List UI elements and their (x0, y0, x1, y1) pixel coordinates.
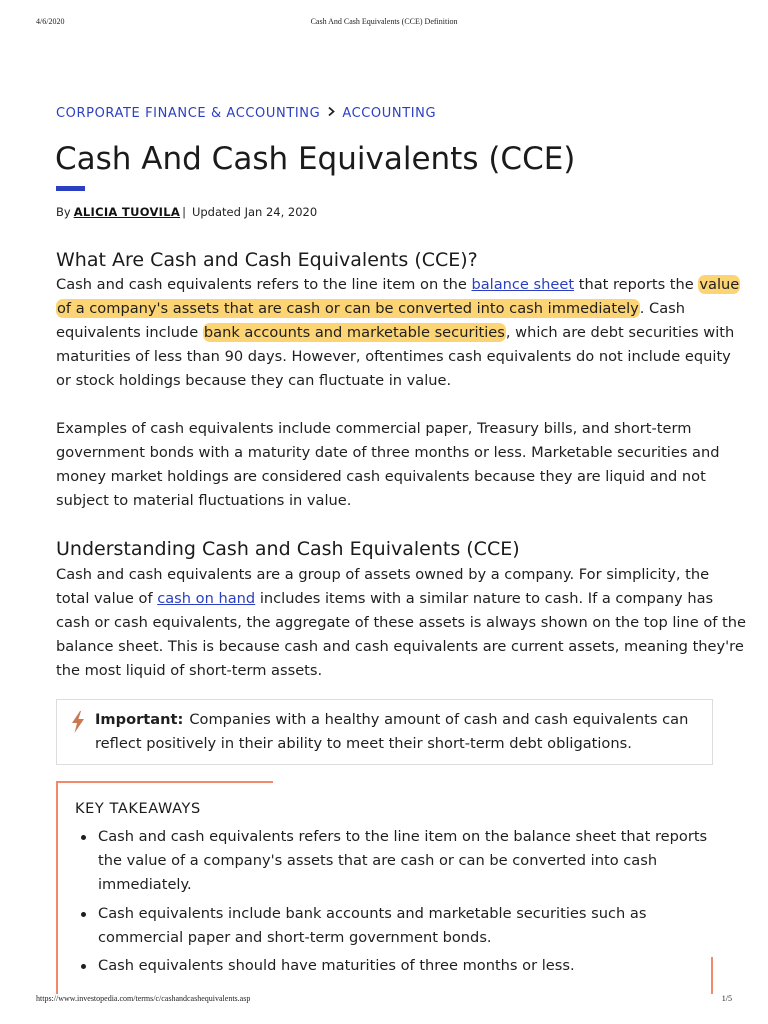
bullet-icon (81, 912, 86, 917)
breadcrumb (56, 106, 436, 121)
print-date: 4/6/2020 (36, 17, 65, 26)
updated-date: Updated Jan 24, 2020 (191, 205, 318, 219)
author-link[interactable]: ALICIA TUOVILA (73, 205, 181, 219)
title-accent-rule (56, 186, 85, 191)
byline-separator: | (182, 205, 186, 219)
key-takeaways-title: KEY TAKEAWAYS (75, 801, 201, 817)
balance-sheet-link[interactable]: balance sheet (471, 276, 575, 293)
breadcrumb-link-accounting[interactable]: ACCOUNTING (342, 106, 437, 121)
print-footer (0, 994, 768, 1006)
takeaways-border-top (56, 781, 273, 783)
highlight-value-definition-cont: of a company's assets that are cash or can be converted into cash immediately (57, 300, 639, 317)
breadcrumb-link-corporate-finance[interactable]: CORPORATE FINANCE & ACCOUNTING (56, 106, 321, 121)
takeaways-border-left (56, 781, 58, 994)
important-callout: Important: Companies with a healthy amount of cash and cash equivalents can reflect positively in their ability to meet their short-term debt obligations. (56, 699, 713, 765)
print-page-title: Cash And Cash Equivalents (CCE) Definition (310, 17, 458, 26)
chevron-right-icon (323, 106, 339, 121)
section-heading-what-are-cce: What Are Cash and Cash Equivalents (CCE)? (56, 249, 478, 271)
section-heading-understanding-cce: Understanding Cash and Cash Equivalents (CCE) (56, 538, 520, 560)
section1-paragraph-2: Examples of cash equivalents include commercial paper, Treasury bills, and short-term government bonds with a maturity date of three months or less. Marketable securities and money market holdings are considered cash equivalents because they are liquid and not subject to material fluctuations in value. (56, 420, 720, 509)
print-page-number: 1/5 (721, 994, 732, 1003)
cash-on-hand-link[interactable]: cash on hand (157, 590, 256, 607)
bullet-icon (81, 835, 86, 840)
print-header (0, 17, 768, 29)
section2-paragraph-1: Cash and cash equivalents are a group of assets owned by a company. For simplicity, the total value of cash on hand includes items with a similar nature to cash. If a company has cash or cash equivalents, the aggregate of these assets is always shown on the top line of the balance sheet. This is because cash and cash equivalents are current assets, meaning they're the most liquid of short-term assets. (56, 566, 746, 679)
section1-paragraph-1: Cash and cash equivalents refers to the line item on the balance sheet that reports the value of a company's assets that are cash or can be converted into cash immediately. Cash equivalents include bank accounts and marketable securities, which are debt securities with maturities of less than 90 days. However, oftentimes cash equivalents do not include equity or stock holdings because they can fluctuate in value. (56, 276, 740, 389)
byline (56, 205, 317, 219)
print-url: https://www.investopedia.com/terms/c/cashandcashequivalents.asp (36, 994, 251, 1003)
takeaways-border-right (711, 957, 713, 994)
highlight-value-definition: value (699, 276, 740, 293)
highlight-bank-accounts: bank accounts and marketable securities (203, 324, 505, 341)
bullet-icon (81, 964, 86, 969)
page-title: Cash And Cash Equivalents (CCE) (55, 141, 576, 177)
byline-prefix: By (56, 205, 71, 219)
lightning-bolt-icon (71, 711, 85, 733)
important-label: Important: (95, 711, 184, 728)
